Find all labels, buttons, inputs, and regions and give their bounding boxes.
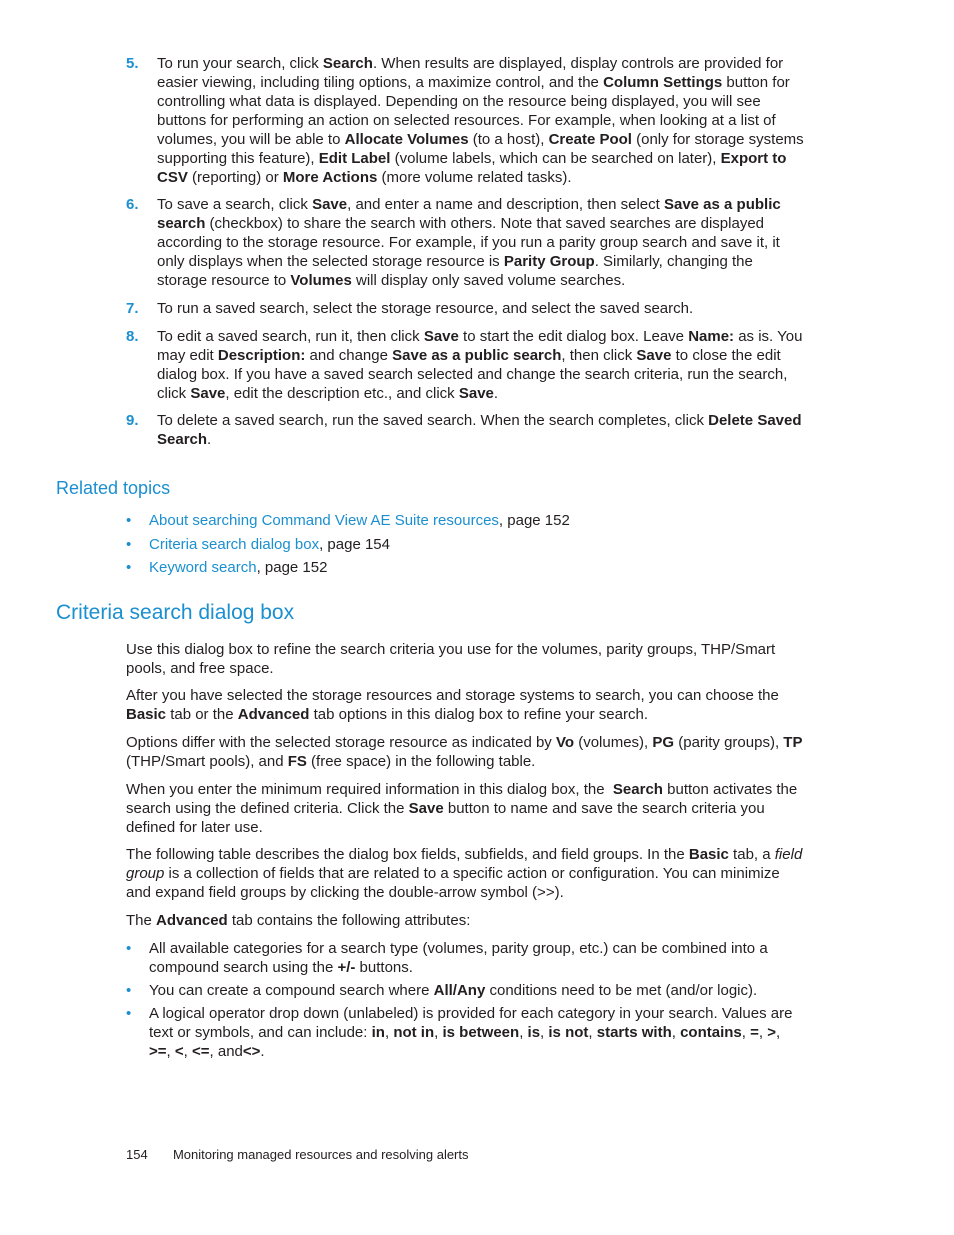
step-number: 8. — [126, 328, 139, 345]
paragraph: When you enter the minimum required information in this dialog box, the Search button activates the search using the defined criteria. Click the Save button to name and save the search criteria you defined for later use. — [126, 781, 798, 836]
step-8 — [126, 327, 806, 403]
step-5 — [126, 54, 806, 187]
bullet-item — [126, 939, 806, 977]
step-text: To run a saved search, select the storage resource, and select the saved search. — [157, 300, 694, 317]
bullet-item — [126, 1004, 806, 1061]
related-topic-item — [126, 511, 806, 530]
footer-title: Monitoring managed resources and resolving alerts — [172, 1147, 469, 1162]
bullet-icon: • — [126, 982, 132, 999]
page-ref: , page 152 — [498, 512, 570, 529]
paragraph: The Advanced tab contains the following attributes: — [126, 912, 471, 929]
related-topic-item — [126, 535, 806, 554]
bullet-text: A logical operator drop down (unlabeled) is provided for each category in your search. Values are text or symbols, and can include: in, not in, is between, is, is not, starts with, contains, =, >, >=, <, <=, and<>. — [149, 1005, 793, 1060]
page-number: 154 — [126, 1147, 148, 1162]
bullet-text: All available categories for a search type (volumes, parity group, etc.) can be combined into a compound search using the +/- buttons. — [149, 940, 768, 976]
page-footer — [126, 1145, 469, 1164]
step-number: 5. — [126, 55, 139, 72]
bullet-icon: • — [126, 940, 132, 957]
related-topic-link[interactable]: Criteria search dialog box — [149, 536, 320, 553]
bullet-icon: • — [126, 536, 132, 553]
page-ref: , page 152 — [256, 559, 328, 576]
step-6 — [126, 195, 806, 290]
step-text: To run your search, click Search. When results are displayed, display controls are provided for easier viewing, including tiling options, a maximize control, and the Column Settings button for controlling what data is displayed. Depending on the resource being displayed, you will see buttons for performing an action on selected resources. For example, when looking at a list of volumes, you will be able to Allocate Volumes (to a host), Create Pool (only for storage systems supporting this feature), Edit Label (volume labels, which can be searched on later), Export to CSV (reporting) or More Actions (more volume related tasks). — [157, 55, 804, 186]
related-topics-heading: Related topics — [56, 478, 171, 498]
bullet-icon: • — [126, 512, 132, 529]
related-topic-item — [126, 558, 806, 577]
section-title: Criteria search dialog box — [56, 601, 295, 624]
paragraph: Options differ with the selected storage resource as indicated by Vo (volumes), PG (parity groups), TP (THP/Smart pools), and FS (free space) in the following table. — [126, 734, 803, 770]
paragraph: After you have selected the storage resources and storage systems to search, you can choose the Basic tab or the Advanced tab options in this dialog box to refine your search. — [126, 687, 779, 723]
step-number: 9. — [126, 412, 139, 429]
step-9 — [126, 411, 806, 449]
step-text: To save a search, click Save, and enter a name and description, then select Save as a public search (checkbox) to share the search with others. Note that saved searches are displayed according to the storage resource. For example, if you run a parity group search and save it, it only displays when the selected storage resource is Parity Group. Similarly, changing the storage resource to Volumes will display only saved volume searches. — [157, 196, 781, 289]
paragraph: Use this dialog box to refine the search criteria you use for the volumes, parity groups, THP/Smart pools, and free space. — [126, 641, 776, 677]
step-number: 6. — [126, 196, 139, 213]
bullet-icon: • — [126, 559, 132, 576]
step-number: 7. — [126, 300, 139, 317]
bullet-icon: • — [126, 1005, 132, 1022]
bullet-item — [126, 981, 806, 1000]
step-text: To delete a saved search, run the saved search. When the search completes, click Delete Saved Search. — [157, 412, 802, 448]
related-topic-link[interactable]: About searching Command View AE Suite resources — [149, 512, 499, 529]
bullet-text: You can create a compound search where All/Any conditions need to be met (and/or logic). — [149, 982, 758, 999]
step-7 — [126, 299, 806, 318]
page-ref: , page 154 — [319, 536, 390, 553]
step-text: To edit a saved search, run it, then click Save to start the edit dialog box. Leave Name: as is. You may edit Description: and change Save as a public search, then click Save to close the edit dialog box. If you have a saved search selected and change the search criteria, run the search, click Save, edit the description etc., and click Save. — [157, 328, 803, 402]
related-topic-link[interactable]: Keyword search — [149, 559, 257, 576]
paragraph: The following table describes the dialog box fields, subfields, and field groups. In the Basic tab, a field group is a collection of fields that are related to a specific action or configuration. You can minimize and expand field groups by clicking the double-arrow symbol (>>). — [126, 846, 803, 901]
